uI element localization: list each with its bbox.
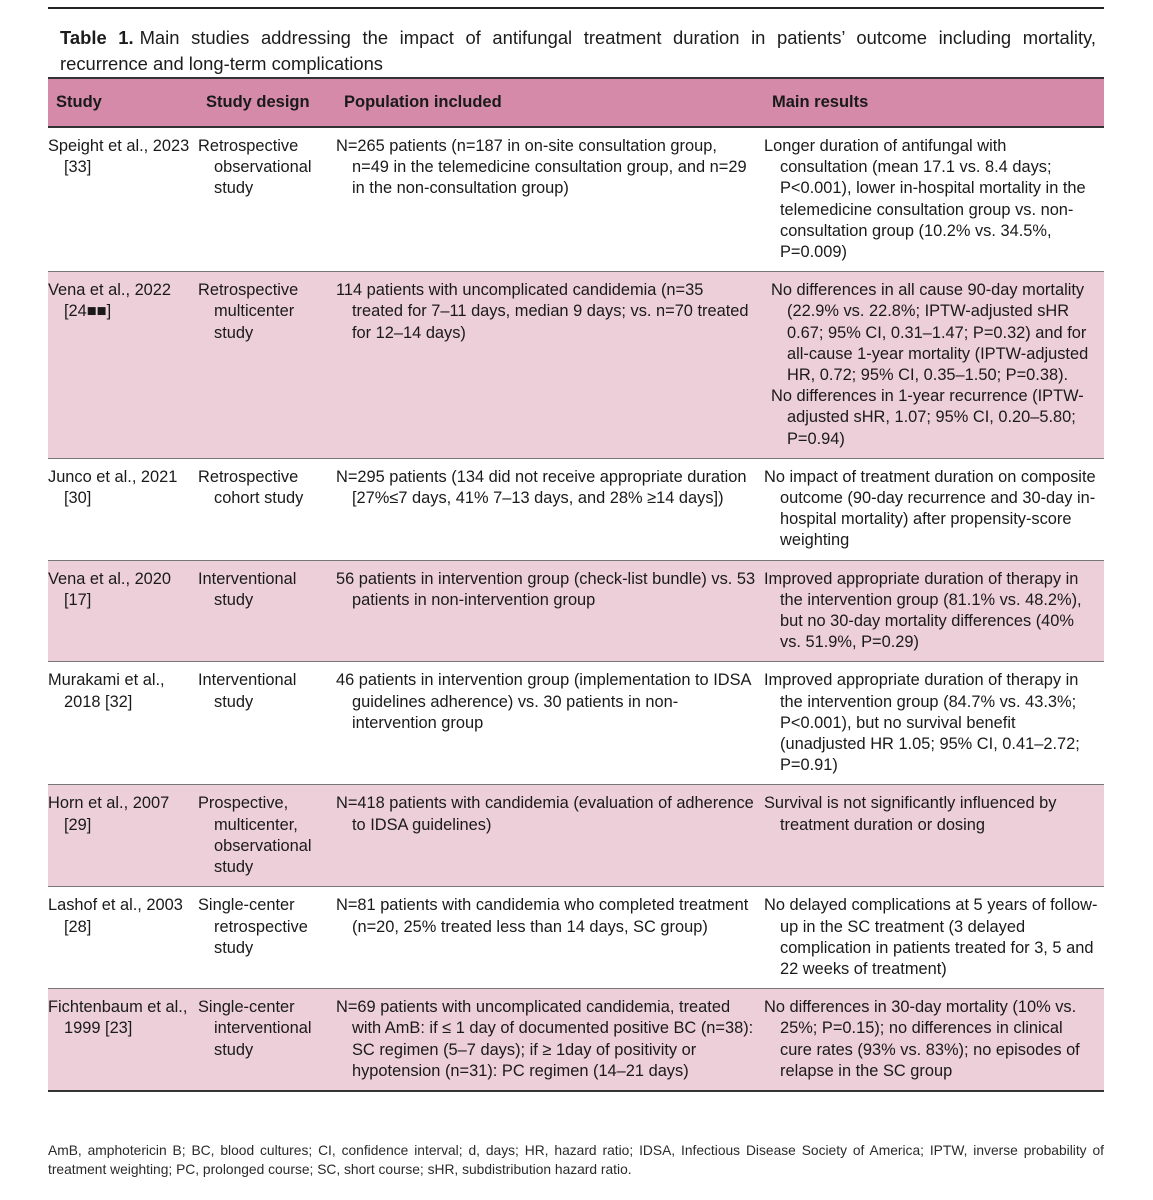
results-cell: No delayed complications at 5 years of follow-up in the SC treatment (3 delayed complication in patients treated for 3, 5 and 22 weeks of treatment) [764, 887, 1104, 989]
population-cell: 56 patients in intervention group (check-list bundle) vs. 53 patients in non-intervention group [336, 560, 764, 662]
population-cell: N=81 patients with candidemia who completed treatment (n=20, 25% treated less than 14 days, SC group) [336, 887, 764, 989]
table-footnote: AmB, amphotericin B; BC, blood cultures; CI, confidence interval; d, days; HR, hazard ratio; IDSA, Infectious Disease Society of America; IPTW, inverse probability of treatment weighting; PC, prolonged course; SC, short course; sHR, subdistribution hazard ratio. [48, 1143, 1104, 1177]
column-header-study: Study [48, 78, 198, 127]
study-cell: Horn et al., 2007 [29] [48, 785, 198, 887]
study-cell: Vena et al., 2020 [17] [48, 560, 198, 662]
table-row [48, 662, 1104, 785]
study-cell: Fichtenbaum et al., 1999 [23] [48, 989, 198, 1091]
population-cell: 46 patients in intervention group (implementation to IDSA guidelines adherence) vs. 30 patients in non-intervention group [336, 662, 764, 785]
design-cell: Interventional study [198, 662, 336, 785]
column-header-results: Main results [764, 78, 1104, 127]
design-cell: Retrospective multicenter study [198, 272, 336, 459]
table-row [48, 989, 1104, 1091]
results-cell: Improved appropriate duration of therapy in the intervention group (81.1% vs. 48.2%), but no 30-day mortality differences (40% vs. 51.9%, P=0.29) [764, 560, 1104, 662]
study-cell: Speight et al., 2023 [33] [48, 127, 198, 272]
population-cell: 114 patients with uncomplicated candidemia (n=35 treated for 7–11 days, median 9 days; vs. n=70 treated for 12–14 days) [336, 272, 764, 459]
study-cell: Junco et al., 2021 [30] [48, 458, 198, 560]
table-row [48, 887, 1104, 989]
population-cell: N=265 patients (n=187 in on-site consultation group, n=49 in the telemedicine consultation group, and n=29 in the non-consultation group) [336, 127, 764, 272]
table-caption [60, 25, 1096, 77]
studies-table [48, 77, 1104, 1092]
design-cell: Interventional study [198, 560, 336, 662]
population-cell: N=295 patients (134 did not receive appropriate duration [27%≤7 days, 41% 7–13 days, and 28% ≥14 days]) [336, 458, 764, 560]
study-cell: Vena et al., 2022 [24■■] [48, 272, 198, 459]
results-text: No differences in all cause 90-day mortality (22.9% vs. 22.8%; IPTW-adjusted sHR 0.67; 95% CI, 0.31–1.47; P=0.32) and for all-cause 1-year mortality (IPTW-adjusted HR, 0.72; 95% CI, 0.35–1.50; P=0.38). [771, 281, 1089, 385]
results-cell: No differences in 30-day mortality (10% vs. 25%; P=0.15); no differences in clinical cure rates (93% vs. 83%); no episodes of relapse in the SC group [764, 989, 1104, 1091]
design-cell: Retrospective observational study [198, 127, 336, 272]
results-text-2: No differences in 1-year recurrence (IPTW-adjusted sHR, 1.07; 95% CI, 0.20–5.80; P=0.94) [771, 387, 1084, 448]
table-label: Table 1. [60, 27, 134, 48]
design-cell: Single-center retrospective study [198, 887, 336, 989]
results-cell: Improved appropriate duration of therapy in the intervention group (84.7% vs. 43.3%; P<0.001), but no survival benefit (unadjusted HR 1.05; 95% CI, 0.41–2.72; P=0.91) [764, 662, 1104, 785]
results-cell: Longer duration of antifungal with consultation (mean 17.1 vs. 8.4 days; P<0.001), lower in-hospital mortality in the telemedicine consultation group vs. non-consultation group (10.2% vs. 34.5%, P=0.009) [764, 127, 1104, 272]
study-cell: Lashof et al., 2003 [28] [48, 887, 198, 989]
caption-text: Main studies addressing the impact of antifungal treatment duration in patients’ outcome including mortality, recurrence and long-term complications [60, 27, 1096, 74]
table-row [48, 458, 1104, 560]
population-cell: N=418 patients with candidemia (evaluation of adherence to IDSA guidelines) [336, 785, 764, 887]
results-cell: No impact of treatment duration on composite outcome (90-day recurrence and 30-day in-hospital mortality) after propensity-score weighting [764, 458, 1104, 560]
results-cell [764, 272, 1104, 459]
results-cell: Survival is not significantly influenced by treatment duration or dosing [764, 785, 1104, 887]
design-cell: Retrospective cohort study [198, 458, 336, 560]
table-row [48, 560, 1104, 662]
design-cell: Prospective, multicenter, observational study [198, 785, 336, 887]
header-row [48, 78, 1104, 127]
column-header-population: Population included [336, 78, 764, 127]
top-rule [48, 7, 1104, 9]
population-cell: N=69 patients with uncomplicated candidemia, treated with AmB: if ≤ 1 day of documented positive BC (n=38): SC regimen (5–7 days); if ≥ 1day of positivity or hypotension (n=31): PC regimen (14–21 days) [336, 989, 764, 1091]
table-row [48, 127, 1104, 272]
design-cell: Single-center interventional study [198, 989, 336, 1091]
table-row [48, 785, 1104, 887]
column-header-design: Study design [198, 78, 336, 127]
study-cell: Murakami et al., 2018 [32] [48, 662, 198, 785]
table-row [48, 272, 1104, 459]
